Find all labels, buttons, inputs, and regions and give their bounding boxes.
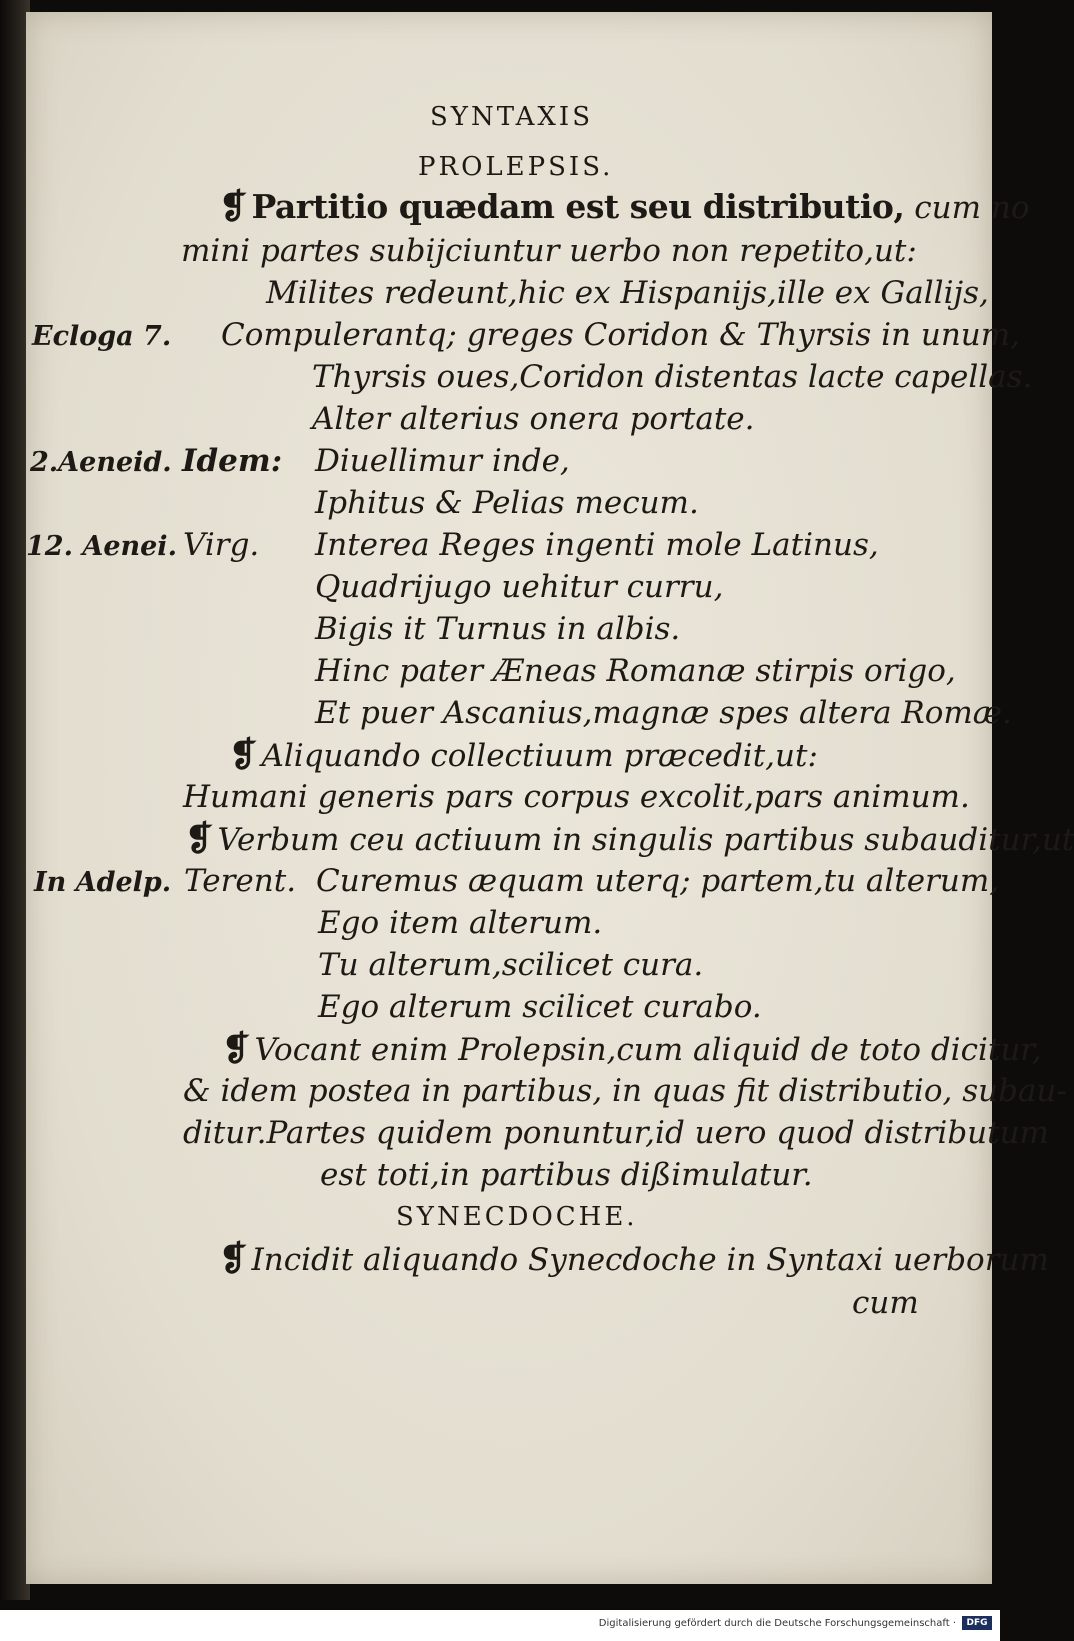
margin-note-ecloga: Ecloga 7. bbox=[32, 321, 172, 352]
text-line-22: & idem postea in partibus, in quas fit distributio, subau- bbox=[183, 1073, 1067, 1109]
source-virg: Virg. bbox=[183, 527, 260, 563]
text-line-11: Bigis it Turnus in albis. bbox=[315, 611, 681, 647]
margin-note-aeneid-12: 12. Aenei. bbox=[26, 531, 177, 562]
text-line-13: Et puer Ascanius,magnæ spes altera Romæ. bbox=[315, 695, 1012, 731]
section-heading-synecdoche: SYNECDOCHE. bbox=[396, 1202, 638, 1232]
text-line-21: ❡ Vocant enim Prolepsin,cum aliquid de toto dicitur, bbox=[222, 1029, 1042, 1069]
text-line-8: Iphitus & Pelias mecum. bbox=[315, 485, 699, 521]
text-line-6: Alter alterius onera portate. bbox=[312, 401, 755, 437]
pilcrow-icon: ❡ bbox=[219, 1239, 248, 1279]
text-line-17: Curemus æquam uterq; partem,tu alterum, bbox=[316, 863, 1000, 899]
margin-note-aeneid-2: 2.Aeneid. bbox=[30, 447, 172, 478]
text-line-3: Milites redeunt,hic ex Hispanijs,ille ex Gallijs, bbox=[266, 275, 989, 311]
text-line-20: Ego alterum scilicet curabo. bbox=[318, 989, 762, 1025]
dfg-logo-icon: DFG bbox=[962, 1616, 992, 1630]
lead-phrase: Partitio quædam est seu distributio, bbox=[251, 187, 905, 226]
text-line-12: Hinc pater Æneas Romanæ stirpis origo, bbox=[315, 653, 956, 689]
text-line-19: Tu alterum,scilicet cura. bbox=[318, 947, 704, 983]
lead-continuation: cum no bbox=[914, 190, 1030, 226]
book-page bbox=[26, 12, 1074, 1584]
source-terent: Terent. bbox=[184, 863, 297, 899]
text-line-25: ❡ Incidit aliquando Synecdoche in Syntaxi uerborum bbox=[219, 1239, 1049, 1279]
text-line-15: Humani generis pars corpus excolit,pars animum. bbox=[183, 779, 970, 815]
text-line-2: mini partes subijciuntur uerbo non repetito,ut: bbox=[181, 233, 917, 269]
pilcrow-icon: ❡ bbox=[229, 735, 258, 775]
text-line-23: ditur.Partes quidem ponuntur,id uero quod distributum bbox=[183, 1115, 1049, 1151]
pilcrow-icon: ❡ bbox=[222, 1029, 251, 1069]
pilcrow-icon: ❡ bbox=[219, 187, 248, 227]
source-idem: Idem: bbox=[182, 443, 283, 479]
text-line-1 bbox=[219, 188, 1030, 227]
catchword: cum bbox=[852, 1285, 919, 1321]
text-line-16: ❡ Verbum ceu actiuum in singulis partibus subauditur,ut bbox=[185, 819, 1074, 859]
footer-bar bbox=[0, 1610, 1000, 1641]
margin-note-adelphi: In Adelp. bbox=[34, 867, 172, 898]
running-head: SYNTAXIS bbox=[430, 102, 594, 132]
text-line-5: Thyrsis oues,Coridon distentas lacte capellas. bbox=[312, 359, 1033, 395]
text-line-18: Ego item alterum. bbox=[318, 905, 603, 941]
text-line-14: ❡ Aliquando collectiuum præcedit,ut: bbox=[229, 735, 818, 775]
pilcrow-icon: ❡ bbox=[185, 819, 214, 859]
text-line-10: Quadrijugo uehitur curru, bbox=[315, 569, 724, 605]
text-line-9: Interea Reges ingenti mole Latinus, bbox=[315, 527, 879, 563]
text-line-24: est toti,in partibus dißimulatur. bbox=[320, 1157, 813, 1193]
footer-credit: Digitalisierung gefördert durch die Deutsche Forschungsgemeinschaft · bbox=[598, 1618, 956, 1629]
text-line-7: Diuellimur inde, bbox=[315, 443, 570, 479]
section-heading-prolepsis: PROLEPSIS. bbox=[418, 152, 614, 182]
text-line-4: Compulerantq; greges Coridon & Thyrsis in unum, bbox=[221, 317, 1021, 353]
